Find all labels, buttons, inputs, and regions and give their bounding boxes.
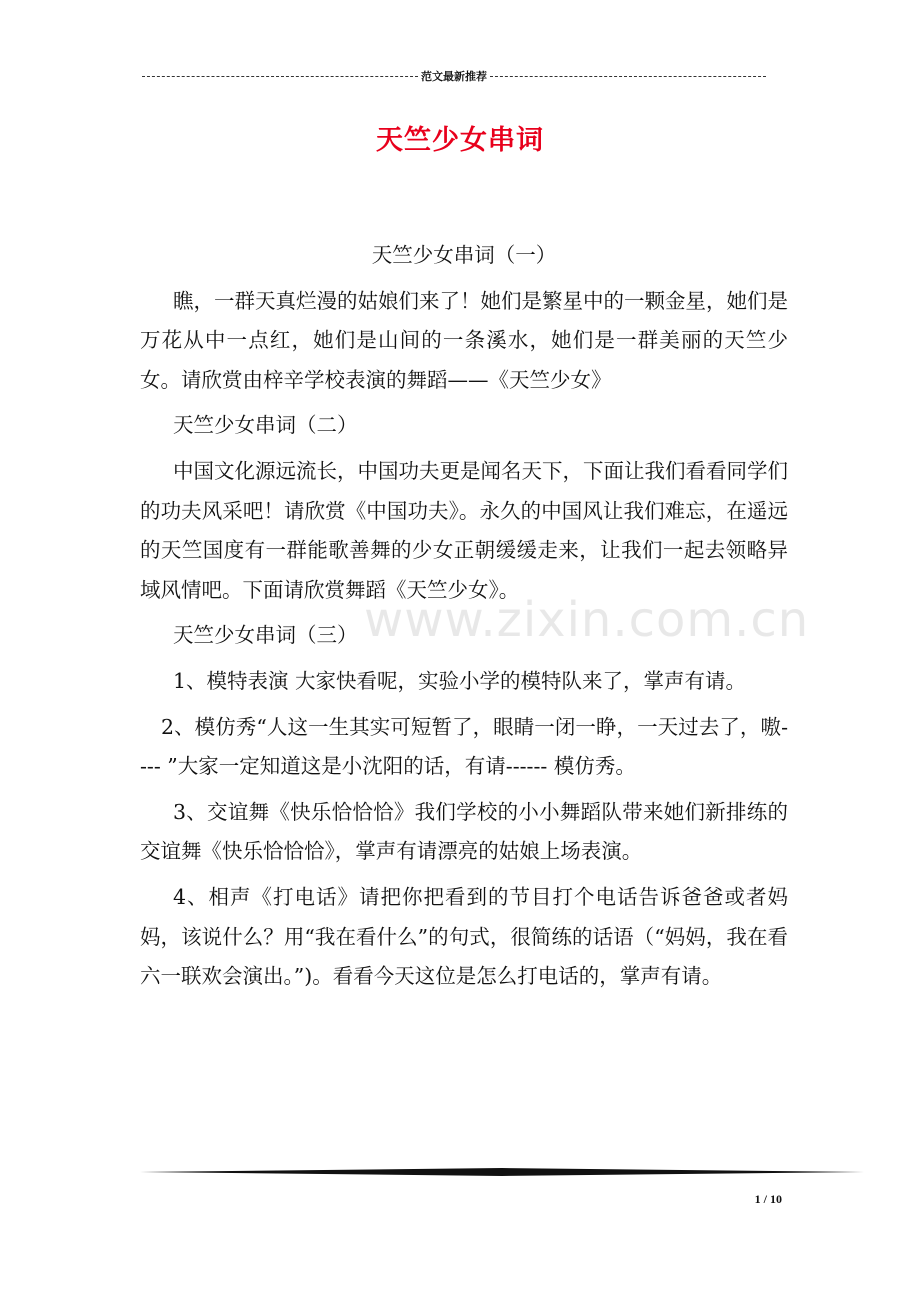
page-number: 1 / 10: [754, 1192, 782, 1206]
paragraph-1: 瞧，一群天真烂漫的姑娘们来了！她们是繁星中的一颗金星，她们是万花从中一点红，她们是山间的一条溪水，她们是一群美丽的天竺少女。请欣赏由梓辛学校表演的舞蹈——《天竺少女》: [140, 288, 788, 392]
section-heading-2: 天竺少女串词（二）: [173, 413, 358, 438]
list-item-3: 3、交谊舞《快乐恰恰恰》我们学校的小小舞蹈队带来她们新排练的交谊舞《快乐恰恰恰》，掌声有请漂亮的姑娘上场表演。: [140, 799, 788, 864]
header-label: 范文最新推荐: [421, 70, 487, 83]
header-dashes-left: [142, 76, 418, 77]
list-item-2: 2、模仿秀“人这一生其实可短暂了，眼睛一闭一睁，一天过去了，嗷---- ”大家一定知道这是小沈阳的话，有请------ 模仿秀。: [140, 714, 788, 779]
section-heading-1: 天竺少女串词（一）: [371, 243, 557, 267]
page-header: [140, 66, 768, 86]
document-body: [140, 236, 788, 1003]
paragraph-2: 中国文化源远流长，中国功夫更是闻名天下，下面让我们看看同学们的功夫风采吧！请欣赏《中国功夫》。永久的中国风让我们难忘，在遥远的天竺国度有一群能歌善舞的少女正朝缓缓走来，让我们一起去领略异域风情吧。下面请欣赏舞蹈《天竺少女》。: [140, 458, 788, 602]
document-title: 天竺少女串词: [376, 125, 544, 156]
header-dashes-right: [490, 76, 766, 77]
list-item-1: 1、模特表演 大家快看呢，实验小学的模特队来了，掌声有请。: [173, 668, 747, 693]
list-item-4: 4、相声《打电话》请把你把看到的节目打个电话告诉爸爸或者妈妈，该说什么？用“我在看什么”的句式，很简练的话语（“妈妈，我在看六一联欢会演出。”)。看看今天这位是怎么打电话的，掌声有请。: [140, 884, 788, 989]
watermark: www.zixin.com.cn: [364, 592, 810, 648]
footer-divider: [140, 1166, 864, 1180]
section-heading-3: 天竺少女串词（三）: [173, 623, 358, 648]
